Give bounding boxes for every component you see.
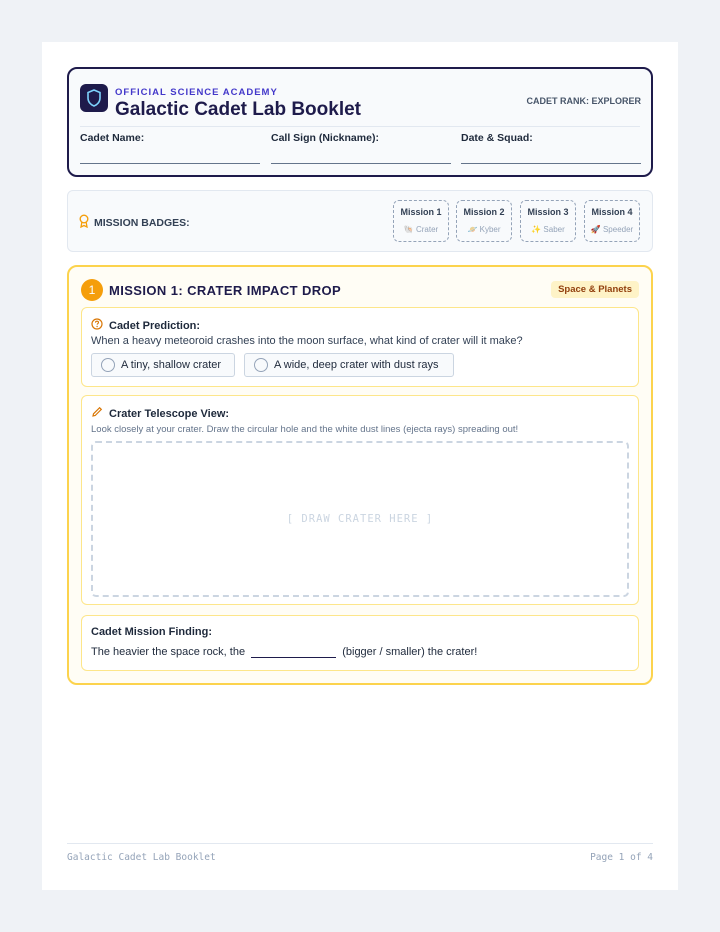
mission-badges-card: [67, 190, 653, 252]
badge-mission-2[interactable]: [456, 200, 512, 242]
footer-title: Galactic Cadet Lab Booklet: [67, 852, 216, 863]
badge-mission-4[interactable]: [584, 200, 640, 242]
option-deep-crater[interactable]: [244, 353, 454, 377]
call-sign-label: Call Sign (Nickname):: [271, 132, 379, 144]
badge-mission-3[interactable]: [520, 200, 576, 242]
date-squad-label: Date & Squad:: [461, 132, 533, 144]
badge-sub: 🚀 Speeder: [590, 225, 634, 234]
subject-tag: Space & Planets: [551, 281, 639, 298]
badge-sub: 🪐 Kyber: [467, 225, 501, 234]
ribbon-icon: [79, 214, 89, 231]
badges-title: MISSION BADGES:: [94, 216, 190, 229]
call-sign-field: [271, 132, 451, 164]
cadet-name-field: [80, 132, 260, 164]
header-card: [67, 67, 653, 177]
call-sign-line[interactable]: [271, 163, 451, 164]
crater-drawing-area[interactable]: [91, 441, 629, 597]
finding-title: Cadet Mission Finding:: [91, 626, 212, 638]
academy-label: OFFICIAL SCIENCE ACADEMY: [115, 87, 278, 98]
badge-mission-1[interactable]: [393, 200, 449, 242]
telescope-title: Crater Telescope View:: [109, 407, 230, 420]
draw-hint: [ DRAW CRATER HERE ]: [286, 513, 434, 525]
date-squad-field: [461, 132, 641, 164]
header-divider: [80, 126, 640, 127]
badge-label: Mission 4: [591, 207, 633, 217]
shield-logo-icon: [80, 84, 108, 112]
finding-before: The heavier the space rock, the: [91, 646, 246, 658]
prediction-card: [81, 307, 639, 387]
telescope-heading: [91, 406, 229, 421]
worksheet-page: [42, 42, 678, 890]
option-shallow-crater[interactable]: [91, 353, 235, 377]
cadet-name-line[interactable]: [80, 163, 260, 164]
option-label: A wide, deep crater with dust rays: [274, 359, 439, 371]
telescope-instruction: Look closely at your crater. Draw the circular hole and the white dust lines (ejecta rays) spreading out!: [91, 424, 519, 435]
question-icon: [91, 318, 103, 333]
finding-heading: [91, 626, 212, 638]
finding-after: (bigger / smaller) the crater!: [342, 646, 478, 658]
date-squad-line[interactable]: [461, 163, 641, 164]
badge-label: Mission 1: [400, 207, 442, 217]
telescope-card: [81, 395, 639, 605]
radio-button[interactable]: [254, 358, 268, 372]
badges-heading: [79, 214, 190, 231]
mission-number: 1: [81, 279, 103, 301]
mission-1-card: [67, 265, 653, 685]
option-label: A tiny, shallow crater: [121, 359, 222, 371]
finding-blank[interactable]: [251, 645, 336, 658]
mission-title: MISSION 1: CRATER IMPACT DROP: [109, 283, 342, 298]
finding-card: [81, 615, 639, 671]
badge-label: Mission 2: [463, 207, 505, 217]
booklet-title: Galactic Cadet Lab Booklet: [115, 99, 362, 120]
cadet-name-label: Cadet Name:: [80, 132, 145, 144]
prediction-question: When a heavy meteoroid crashes into the moon surface, what kind of crater will it make?: [91, 335, 523, 347]
radio-button[interactable]: [101, 358, 115, 372]
prediction-title: Cadet Prediction:: [109, 319, 201, 332]
pencil-icon: [91, 406, 103, 421]
page-number: Page 1 of 4: [590, 852, 653, 863]
badge-sub: ✨ Saber: [531, 225, 565, 234]
badge-label: Mission 3: [527, 207, 569, 217]
footer-divider: [67, 843, 653, 844]
badge-sub: 🐚 Crater: [403, 225, 439, 234]
finding-sentence: [91, 645, 477, 658]
prediction-heading: [91, 318, 200, 333]
cadet-rank: CADET RANK: EXPLORER: [526, 96, 641, 106]
